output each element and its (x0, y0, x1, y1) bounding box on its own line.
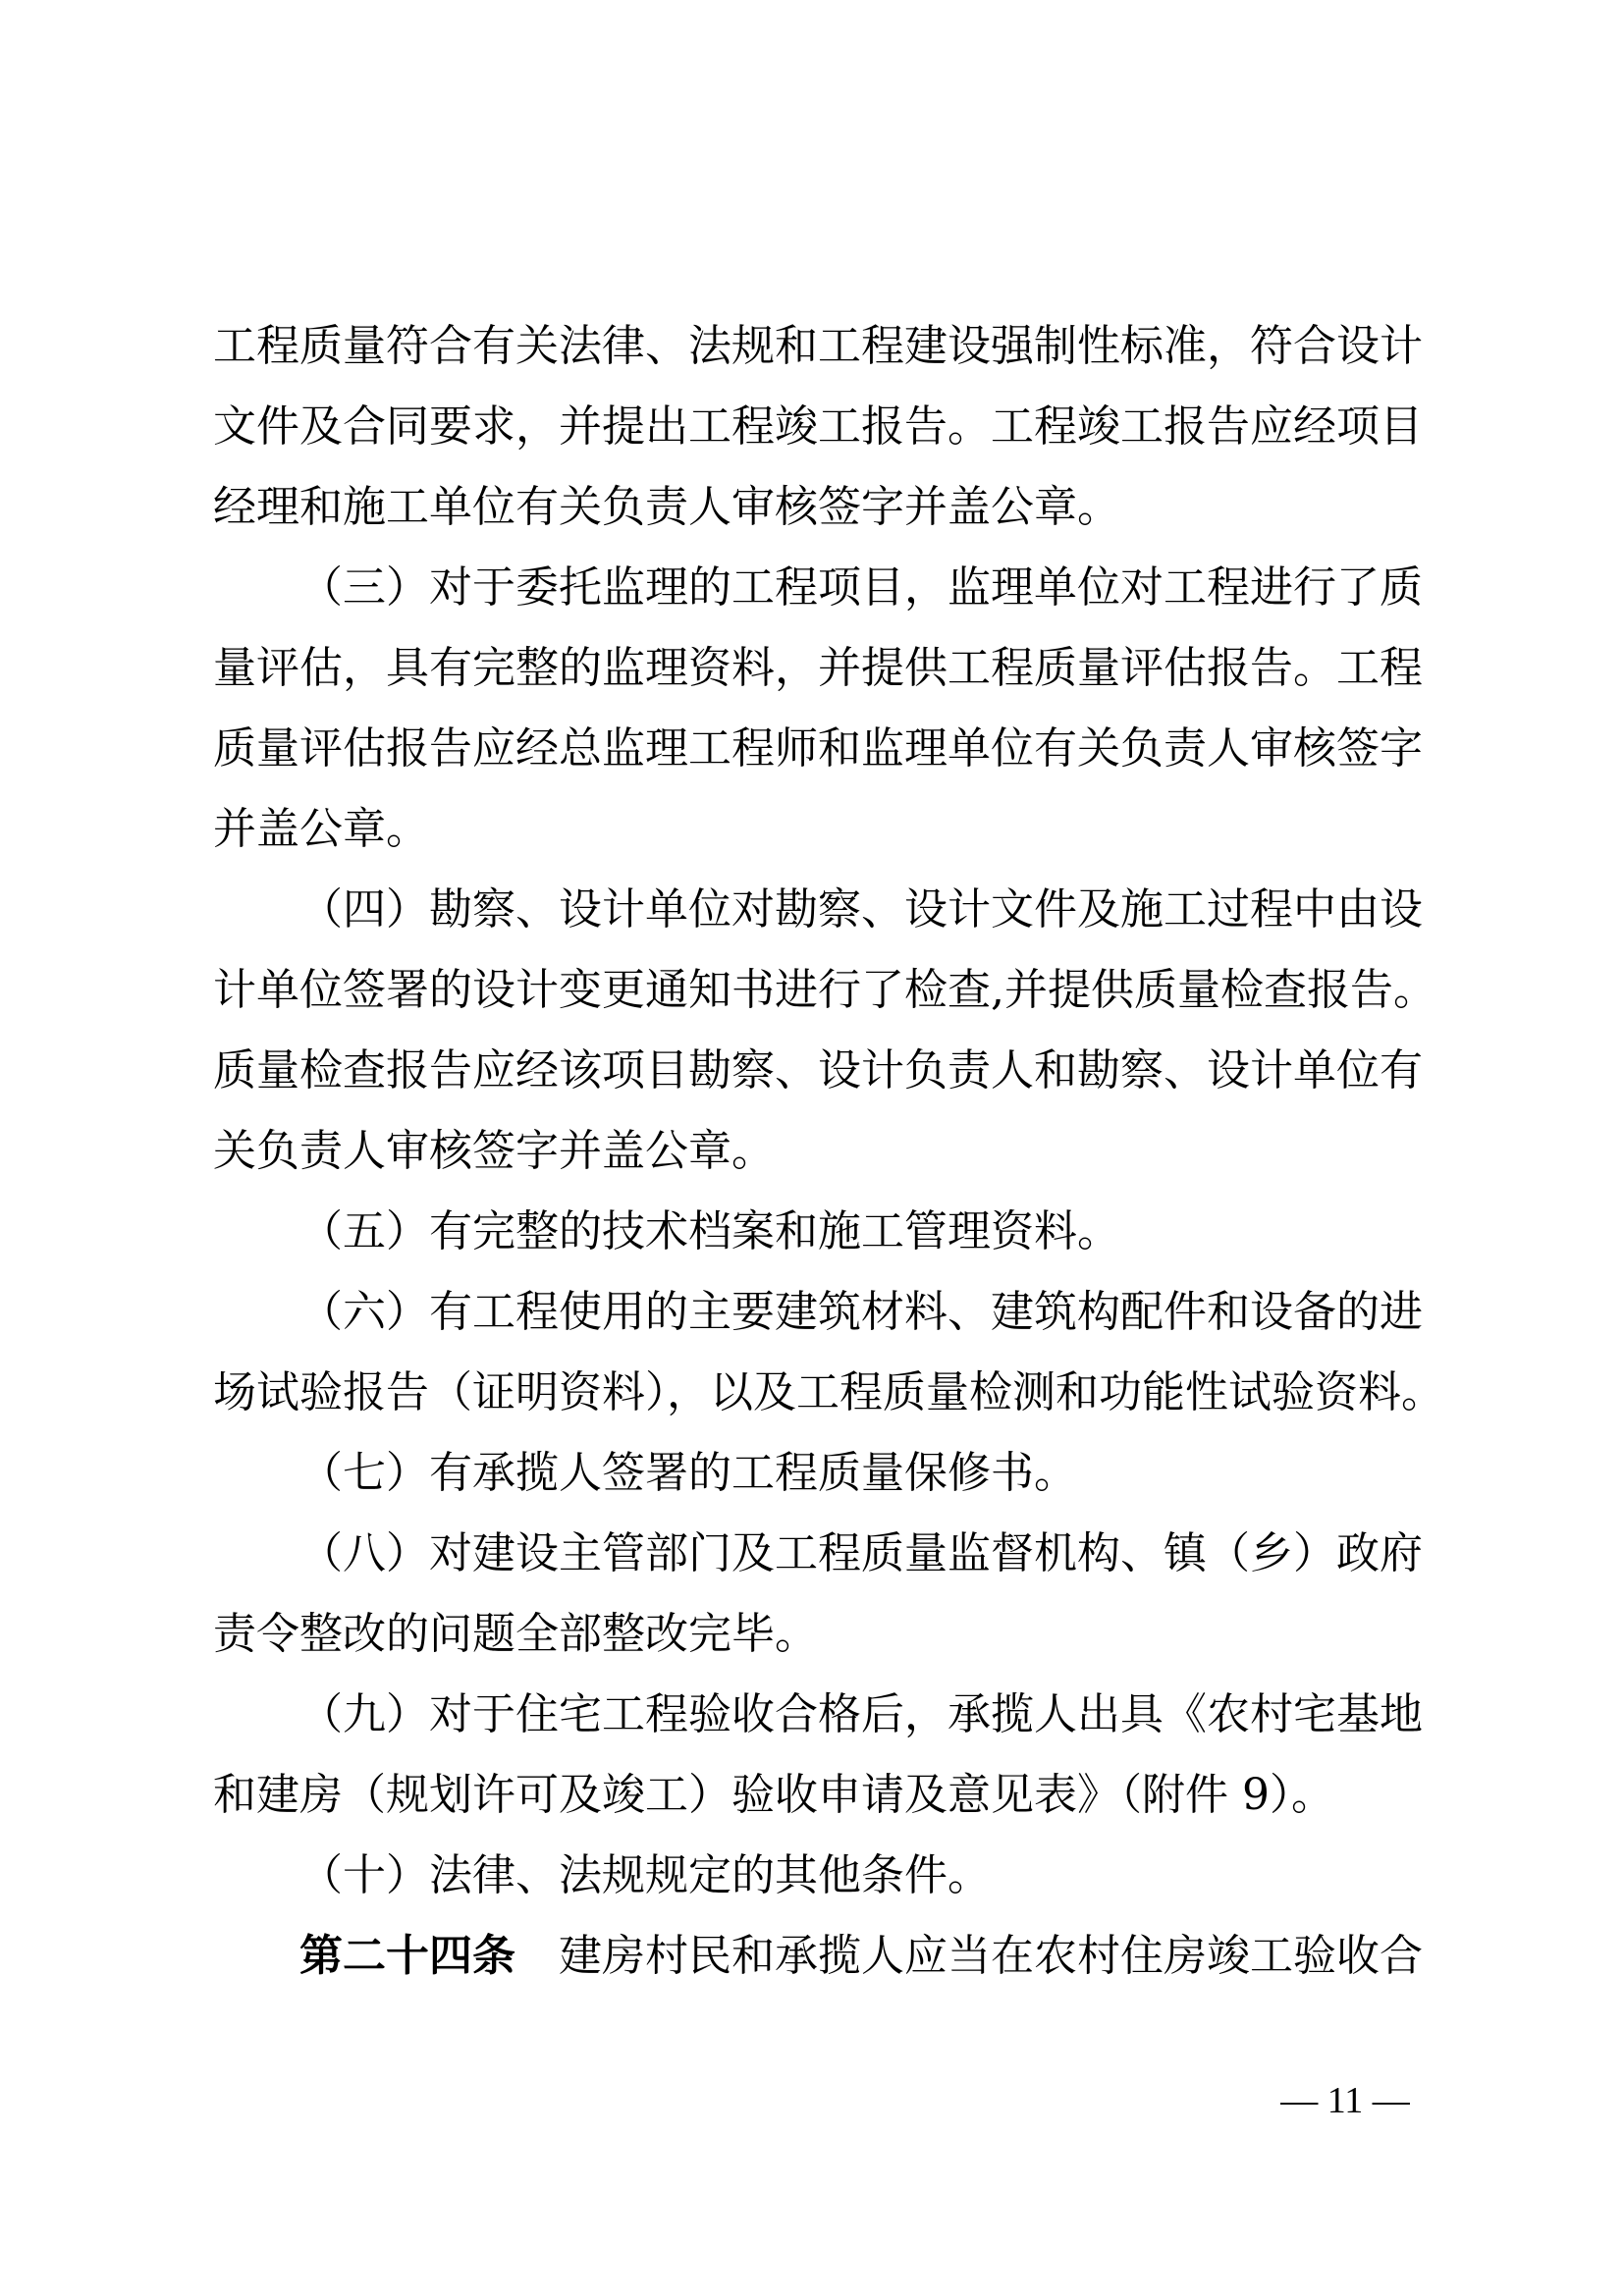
article-heading: 第二十四条 (299, 1931, 515, 1981)
paragraph-line: 经理和施工单位有关负责人审核签字并盖公章。 (213, 482, 1120, 532)
paragraph-line: （七）有承揽人签署的工程质量保修书。 (299, 1448, 1077, 1498)
paragraph-line: 质量检查报告应经该项目勘察、设计负责人和勘察、设计单位有 (213, 1045, 1423, 1095)
paragraph-line: 工程质量符合有关法律、法规和工程建设强制性标准，符合设计 (213, 321, 1423, 371)
paragraph-line: 责令整改的问题全部整改完毕。 (213, 1609, 818, 1659)
article-paragraph (299, 1926, 1423, 1987)
paragraph-line: 关负责人审核签字并盖公章。 (213, 1126, 775, 1176)
paragraph-line: 场试验报告（证明资料），以及工程质量检测和功能性试验资料。 (213, 1367, 1444, 1417)
paragraph-line: （六）有工程使用的主要建筑材料、建筑构配件和设备的进 (299, 1287, 1423, 1337)
paragraph-line: 文件及合同要求，并提出工程竣工报告。工程竣工报告应经项目 (213, 401, 1423, 452)
paragraph-line: 质量评估报告应经总监理工程师和监理单位有关负责人审核签字 (213, 723, 1423, 774)
paragraph-line: （五）有完整的技术档案和施工管理资料。 (299, 1206, 1120, 1256)
paragraph-line: 和建房（规划许可及竣工）验收申请及意见表》（附件 9）。 (213, 1770, 1334, 1820)
page-number: — 11 — (1280, 2080, 1410, 2121)
paragraph-line: 计单位签署的设计变更通知书进行了检查,并提供质量检查报告。 (213, 965, 1436, 1015)
paragraph-line: （四）勘察、设计单位对勘察、设计文件及施工过程中由设 (299, 884, 1423, 934)
paragraph-line: 量评估，具有完整的监理资料，并提供工程质量评估报告。工程 (213, 643, 1423, 693)
paragraph-line: （九）对于住宅工程验收合格后，承揽人出具《农村宅基地 (299, 1689, 1423, 1739)
paragraph-line: （八）对建设主管部门及工程质量监督机构、镇（乡）政府 (299, 1528, 1423, 1578)
article-text: 建房村民和承揽人应当在农村住房竣工验收合 (559, 1931, 1423, 1981)
paragraph-line: （十）法律、法规规定的其他条件。 (299, 1850, 991, 1900)
paragraph-line: （三）对于委托监理的工程项目，监理单位对工程进行了质 (299, 562, 1423, 613)
paragraph-line: 并盖公章。 (213, 804, 429, 854)
